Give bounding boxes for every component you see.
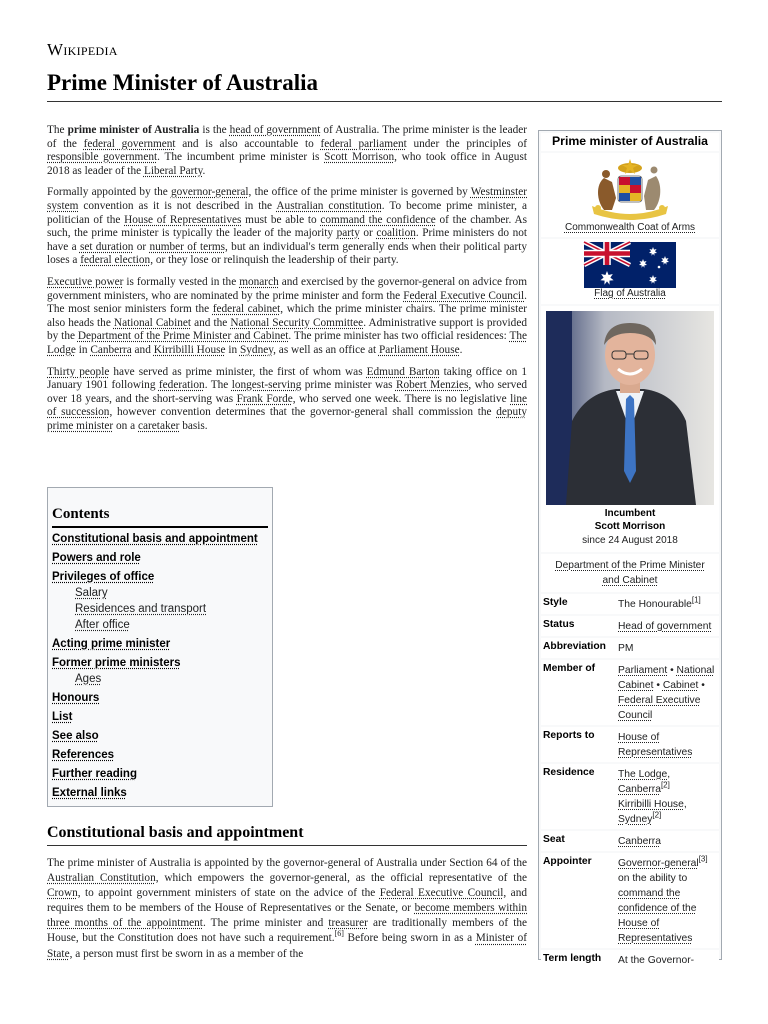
toc-link-label: Salary [75, 586, 108, 599]
text-run: and [131, 343, 154, 356]
text-run: . Administrative support is provided by the [47, 316, 527, 343]
infobox-row [541, 853, 719, 948]
wiki-link[interactable]: Australian constitution [276, 199, 382, 212]
toc-link-label: List [52, 710, 73, 723]
wiki-link[interactable]: Kirribilli House [618, 799, 684, 810]
text-run: PM [618, 643, 634, 654]
wiki-link[interactable]: deputy prime minister [47, 406, 527, 432]
wiki-link[interactable]: Cabinet [662, 680, 699, 691]
wiki-link[interactable]: number of terms [149, 240, 226, 253]
text-run: and the [191, 316, 231, 329]
wiki-link[interactable]: Frank Forde [236, 392, 293, 405]
wiki-link[interactable]: governor-general [170, 186, 249, 199]
text-run: . The incumbent prime minister is [157, 151, 325, 164]
coat-of-arms-image[interactable] [582, 156, 678, 222]
infobox-row [541, 638, 719, 658]
infobox-row-label: Appointer [543, 856, 592, 867]
toc-link[interactable] [75, 586, 268, 601]
infobox-row-label: Term length [543, 953, 602, 964]
infobox-row-value [616, 660, 719, 725]
wiki-link[interactable]: party [336, 227, 360, 240]
text-run: , [683, 799, 687, 810]
wikipedia-wordmark[interactable]: Wikipedia [47, 40, 118, 59]
infobox-row-value [616, 638, 719, 658]
page-title: Prime Minister of Australia [47, 70, 319, 95]
infobox-row [541, 831, 719, 851]
intro-paragraph [47, 366, 527, 434]
text-run: . The [204, 379, 232, 392]
infobox-title: Prime minister of Australia [541, 133, 719, 151]
bold-term: prime minister of Australia [67, 124, 200, 136]
text-run: must be able to [241, 213, 321, 226]
infobox-row-label: Style [543, 597, 568, 608]
infobox-row-value [616, 853, 719, 948]
text-run: of the chamber. As such, the prime minister is typically the leader of the majority [47, 213, 527, 240]
wiki-link[interactable]: Crown [47, 887, 78, 900]
text-run: At the Governor- [618, 955, 695, 966]
wiki-link[interactable]: line of succession [47, 392, 528, 419]
wiki-link[interactable]: Department of the Prime Minister and Cabinet [77, 330, 289, 343]
toc-link-label: Former prime ministers [52, 656, 181, 669]
infobox-row [541, 764, 719, 829]
citation-ref[interactable]: [1] [691, 595, 701, 605]
toc-link-label: Ages [75, 672, 102, 685]
wiki-link[interactable]: Liberal Party [143, 164, 203, 177]
text-run: . [459, 343, 463, 356]
wiki-link[interactable]: head of government [229, 124, 321, 136]
wiki-link[interactable]: The Lodge [618, 769, 668, 780]
infobox-row-value [616, 727, 719, 762]
infobox-row-label: Seat [543, 834, 565, 845]
text-run: or [133, 240, 150, 253]
incumbent-name[interactable]: Scott Morrison [594, 521, 666, 532]
text-run: , a person must first be sworn in as a member of the [69, 947, 304, 960]
toc-link[interactable] [52, 570, 268, 585]
wiki-link[interactable]: Australian Constitution [47, 872, 156, 885]
wiki-link[interactable]: Federal Executive Council [403, 289, 525, 302]
toc-link[interactable] [52, 710, 268, 725]
australian-flag-image[interactable] [584, 242, 676, 288]
toc-link-label: Honours [52, 691, 100, 704]
toc-link[interactable] [52, 637, 268, 652]
wiki-link[interactable]: Edmund Barton [366, 365, 440, 378]
citation-ref[interactable]: [2] [652, 810, 662, 820]
text-run: , however convention determines that the governor-general shall commission the [109, 406, 497, 419]
toc-link[interactable] [52, 551, 268, 566]
text-run: , and requires them to be members of the House of Representatives or the Senate, or [47, 887, 527, 915]
wiki-link[interactable]: Parliament [618, 665, 668, 676]
toc-link-label: Privileges of office [52, 570, 155, 583]
flag-cell [541, 239, 719, 304]
text-run: is formally vested in the [123, 275, 240, 288]
wiki-link[interactable]: Canberra [90, 343, 132, 356]
toc-link-label: See also [52, 729, 99, 742]
citation-ref[interactable]: [6] [334, 929, 344, 939]
intro-paragraph [47, 186, 527, 268]
text-run: The Honourable [618, 599, 692, 610]
wiki-link[interactable]: Thirty people [47, 365, 110, 378]
wiki-link[interactable]: federal election [80, 254, 151, 267]
infobox-row [541, 950, 719, 970]
toc-link-label: After office [75, 618, 130, 631]
wiki-link[interactable]: National Cabinet [618, 665, 715, 691]
toc-link-label: Acting prime minister [52, 637, 171, 650]
wiki-link[interactable]: federation [158, 379, 205, 392]
text-run: . The prime minister has two official residences: [288, 330, 510, 343]
toc-link-label: Residences and transport [75, 602, 207, 615]
intro-paragraph [47, 276, 527, 358]
section-heading: Constitutional basis and appointment [47, 824, 527, 846]
text-run: . [202, 164, 206, 177]
wiki-link[interactable]: Scott Morrison [324, 151, 395, 164]
infobox-row-label: Residence [543, 767, 595, 778]
infobox-row-value [616, 950, 719, 970]
wiki-link[interactable]: Sydney [618, 814, 653, 825]
text-run: , the office of the prime minister is governed by [248, 186, 471, 199]
incumbent-portrait[interactable] [546, 311, 714, 505]
wiki-link[interactable]: Sydney [239, 343, 274, 356]
text-run: The prime minister of Australia is appointed by the governor-general of Australia under Section 64 of the [47, 857, 527, 869]
citation-ref[interactable]: [3] [698, 854, 708, 864]
text-run: are traditionally members of the House, but the Constitution does not have such a requirement. [47, 917, 528, 945]
table-of-contents [47, 487, 273, 807]
wiki-link[interactable]: federal parliament [320, 137, 407, 150]
wiki-link[interactable]: National Cabinet [113, 316, 192, 329]
wiki-link[interactable]: monarch [239, 275, 279, 288]
infobox-row-value [616, 831, 719, 851]
wiki-link[interactable]: set duration [79, 240, 134, 253]
text-run: convention as it is not described in the [78, 199, 277, 212]
text-run: on the ability to [618, 873, 688, 884]
text-run: , as well as an office at [273, 343, 379, 356]
text-run: . The most senior ministers form the [47, 289, 527, 316]
title-divider [47, 101, 722, 102]
infobox-row-value [616, 594, 719, 614]
wiki-link[interactable]: responsible government [47, 151, 158, 164]
flag-caption[interactable]: Flag of Australia [594, 288, 666, 299]
infobox-row [541, 616, 719, 636]
infobox-row-label: Status [543, 619, 575, 630]
text-run: • [667, 665, 677, 676]
text-run: , or they lose or relinquish the leadership of their party. [150, 254, 399, 267]
wiki-link[interactable]: Executive power [47, 275, 124, 288]
infobox-row [541, 660, 719, 725]
infobox-row-value [616, 616, 719, 636]
wiki-link[interactable]: treasurer [328, 917, 368, 930]
text-run: basis. [179, 419, 208, 432]
incumbent-label: Incumbent [604, 508, 656, 519]
text-run: in [75, 343, 91, 356]
wiki-link[interactable]: Minister of State [47, 932, 527, 960]
wiki-link[interactable]: command the confidence of the House of Representatives [618, 888, 697, 944]
text-run: of Australia. The prime minister is the leader of the [47, 124, 528, 150]
toc-link[interactable] [75, 602, 268, 617]
wiki-link[interactable]: coalition [376, 227, 416, 240]
section-body [47, 856, 527, 962]
text-run: , to appoint government ministers of state on the advice of the [77, 887, 380, 900]
toc-link-label: Constitutional basis and appointment [52, 532, 258, 545]
wiki-link[interactable]: Federal Executive Council [379, 887, 504, 900]
toc-link[interactable] [75, 672, 268, 687]
text-run: , but an individual's term generally ends when their political party loses a [47, 240, 527, 267]
text-run: and is also accountable to [175, 137, 321, 150]
department-cell[interactable]: Department of the Prime Minister and Cabinet [541, 554, 719, 592]
text-run: • [698, 680, 705, 691]
wiki-link[interactable]: Westminster system [47, 186, 527, 212]
infobox-rows [539, 594, 721, 970]
toc-link[interactable] [75, 618, 268, 633]
infobox-row [541, 594, 719, 614]
incumbent-cell [541, 306, 719, 552]
text-run: . The prime minister and [202, 917, 329, 930]
wiki-link[interactable]: National Security Committee [230, 316, 364, 329]
text-run: , who served one week. There is no legislative [292, 392, 511, 405]
toc-link-label: Further reading [52, 767, 137, 780]
text-run: prime minister was [301, 379, 396, 392]
text-run: , which the prime minister chairs. The prime minister also heads the [47, 303, 527, 329]
text-run: or [359, 227, 377, 240]
toc-link[interactable] [52, 748, 268, 763]
coat-of-arms-cell [541, 153, 719, 237]
wiki-link[interactable]: become members within three months of the appointment [47, 902, 527, 930]
toc-link-label: External links [52, 786, 127, 799]
wiki-link[interactable]: Robert Menzies [395, 379, 469, 392]
text-run: , who served over 18 years, and the short-serving was [47, 379, 527, 405]
text-run: . Prime ministers do not have a [47, 227, 528, 253]
wiki-link[interactable]: Kirribilli House [153, 343, 226, 356]
text-run: . To become prime minister, a politician of the [47, 199, 528, 226]
text-run: on a [113, 419, 138, 432]
text-run: under the principles of [406, 137, 528, 150]
text-run: and exercised by the governor-general on advice from government ministers, who are nominated by the prime minister and form the [47, 275, 527, 302]
text-run: Before being sworn in as a [343, 932, 476, 945]
text-run: The [47, 124, 68, 136]
toc-title: Contents [52, 506, 268, 528]
text-run: in [225, 343, 240, 356]
text-run: , which empowers the governor-general, as the official representative of the [155, 872, 527, 885]
wiki-link[interactable]: federal government [83, 137, 176, 150]
text-run: , [667, 769, 671, 780]
text-run: have served as prime minister, the first of whom was [109, 365, 367, 378]
toc-link-label: References [52, 748, 115, 761]
wiki-link[interactable]: Parliament House [378, 343, 460, 356]
wiki-link[interactable]: Federal Executive Council [618, 695, 701, 721]
wiki-link[interactable]: caretaker [138, 419, 180, 432]
wiki-link[interactable]: command the confidence [320, 213, 436, 226]
wiki-link[interactable]: House of Representatives [124, 213, 242, 226]
wiki-link[interactable]: The Lodge [47, 330, 528, 356]
wiki-link[interactable]: Governor-general [618, 858, 699, 869]
citation-ref[interactable]: [2] [660, 780, 670, 790]
toc-link[interactable] [52, 691, 268, 706]
infobox-row [541, 727, 719, 762]
wiki-link[interactable]: Canberra [618, 784, 661, 795]
infobox [538, 130, 722, 966]
infobox-row-label: Member of [543, 663, 596, 674]
text-run: is the [199, 124, 230, 136]
infobox-row-value [616, 764, 719, 829]
wiki-link[interactable]: Head of government [618, 621, 712, 632]
toc-link[interactable] [52, 656, 268, 671]
text-run: taking office on 1 January 1901 following [47, 365, 527, 392]
wiki-link[interactable]: longest-serving [231, 379, 302, 392]
wiki-link[interactable]: Canberra [618, 836, 661, 847]
toc-link[interactable] [52, 786, 268, 801]
toc-link[interactable] [52, 532, 268, 547]
infobox-row-label: Reports to [543, 730, 595, 741]
coat-of-arms-caption[interactable]: Commonwealth Coat of Arms [564, 222, 696, 233]
text-run: , who took office in August 2018 as leader of the [47, 151, 527, 177]
toc-link[interactable] [52, 767, 268, 782]
intro-paragraph [47, 124, 527, 178]
wiki-link[interactable]: federal cabinet [212, 303, 281, 316]
toc-list [52, 532, 268, 801]
text-run: Formally appointed by the [47, 186, 171, 199]
article-intro [47, 124, 527, 441]
toc-link-label: Powers and role [52, 551, 141, 564]
wiki-link[interactable]: House of Representatives [618, 732, 693, 758]
infobox-row-label: Abbreviation [543, 641, 606, 652]
toc-link[interactable] [52, 729, 268, 744]
text-run: • [653, 680, 663, 691]
incumbent-since: since 24 August 2018 [582, 535, 678, 546]
